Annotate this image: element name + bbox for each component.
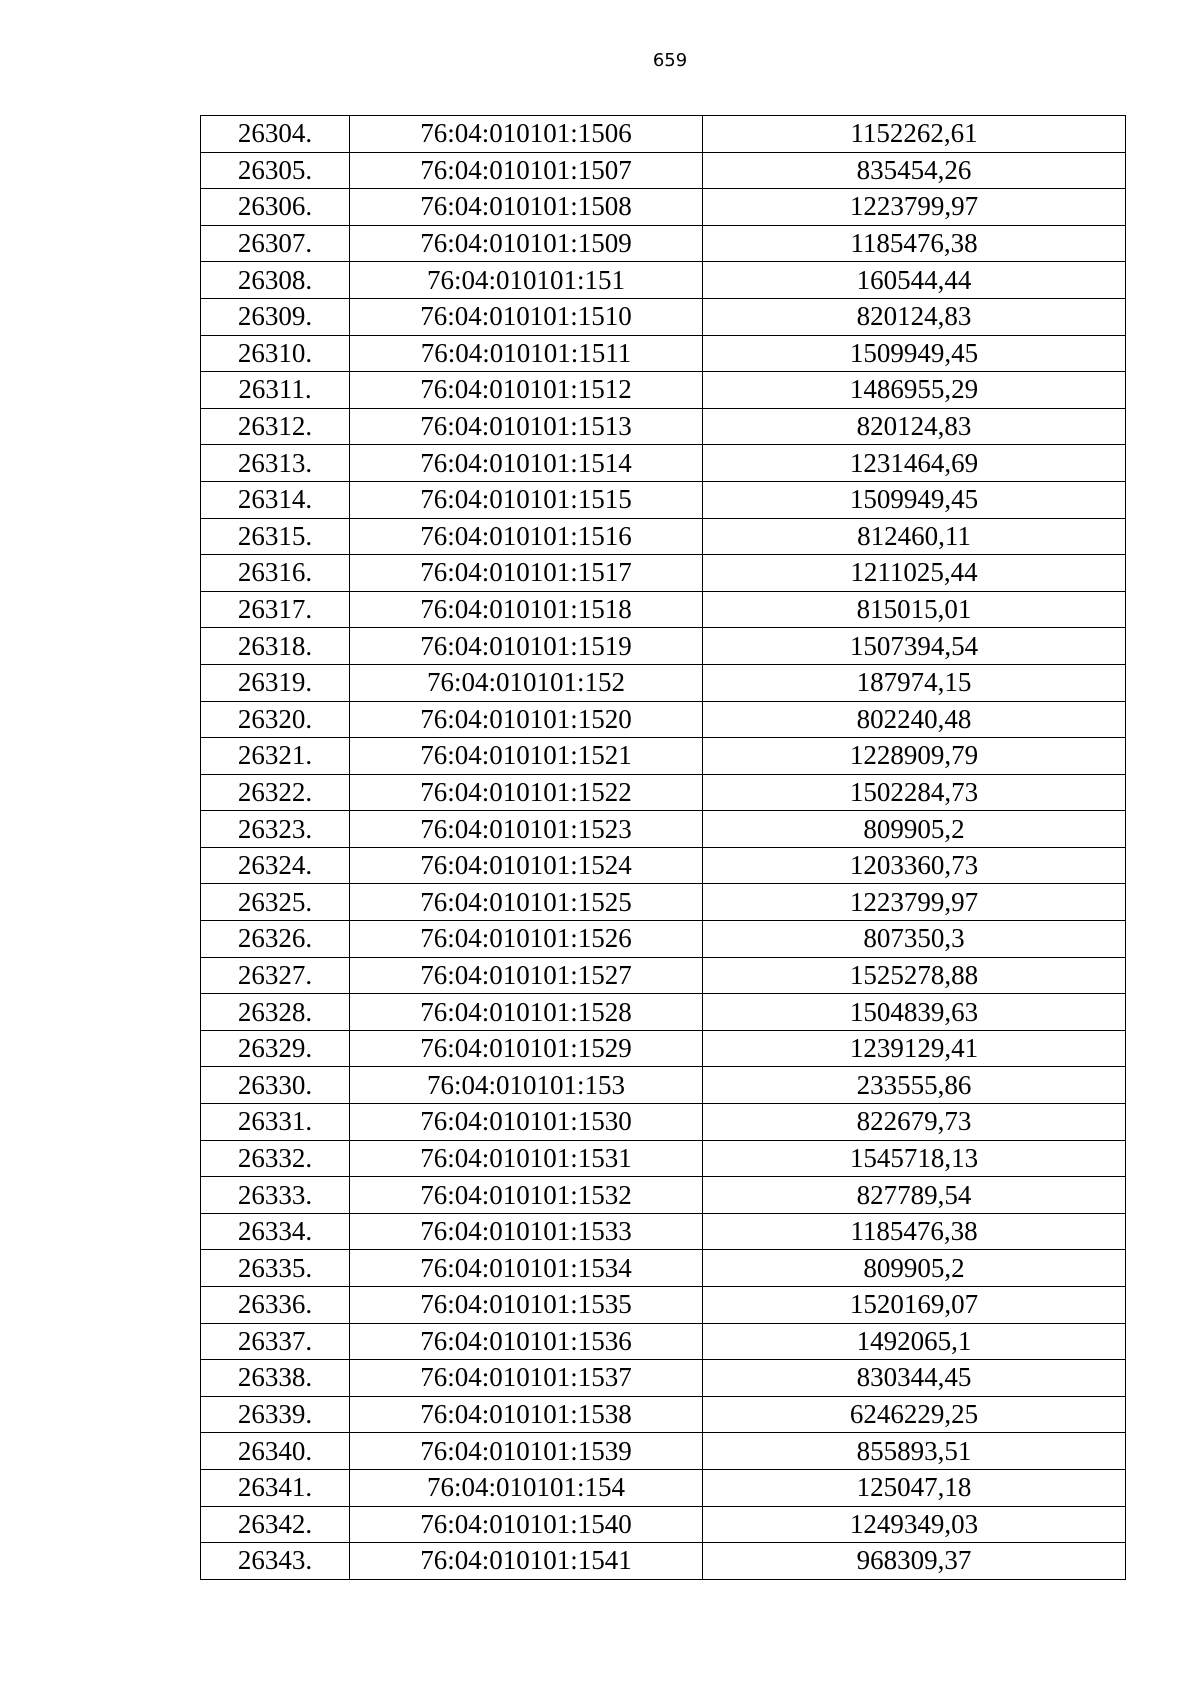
table-row: [201, 1030, 1126, 1067]
table-row: [201, 1469, 1126, 1506]
cadastral-number-cell: 76:04:010101:1512: [350, 372, 703, 409]
row-number-cell: 26310.: [201, 335, 350, 372]
row-number-cell: 26311.: [201, 372, 350, 409]
row-number-cell: 26334.: [201, 1213, 350, 1250]
table-row: [201, 1433, 1126, 1470]
cadastral-number-cell: 76:04:010101:1523: [350, 811, 703, 848]
cadastral-number-cell: 76:04:010101:1513: [350, 408, 703, 445]
value-cell: 1152262,61: [703, 116, 1126, 153]
cadastral-number-cell: 76:04:010101:151: [350, 262, 703, 299]
row-number-cell: 26315.: [201, 518, 350, 555]
row-number-cell: 26307.: [201, 225, 350, 262]
value-cell: 820124,83: [703, 298, 1126, 335]
table-row: [201, 298, 1126, 335]
value-cell: 1509949,45: [703, 481, 1126, 518]
value-cell: 1223799,97: [703, 189, 1126, 226]
row-number-cell: 26321.: [201, 738, 350, 775]
value-cell: 809905,2: [703, 1250, 1126, 1287]
table-row: [201, 481, 1126, 518]
value-cell: 6246229,25: [703, 1396, 1126, 1433]
cadastral-number-cell: 76:04:010101:1536: [350, 1323, 703, 1360]
value-cell: 830344,45: [703, 1360, 1126, 1397]
table-row: [201, 262, 1126, 299]
value-cell: 802240,48: [703, 701, 1126, 738]
cadastral-number-cell: 76:04:010101:1509: [350, 225, 703, 262]
cadastral-number-cell: 76:04:010101:1541: [350, 1543, 703, 1580]
row-number-cell: 26323.: [201, 811, 350, 848]
value-cell: 807350,3: [703, 921, 1126, 958]
row-number-cell: 26309.: [201, 298, 350, 335]
cadastral-number-cell: 76:04:010101:1527: [350, 957, 703, 994]
table-row: [201, 847, 1126, 884]
row-number-cell: 26325.: [201, 884, 350, 921]
cadastral-number-cell: 76:04:010101:1511: [350, 335, 703, 372]
cadastral-number-cell: 76:04:010101:1506: [350, 116, 703, 153]
table-row: [201, 116, 1126, 153]
table-row: [201, 372, 1126, 409]
value-cell: 1509949,45: [703, 335, 1126, 372]
cadastral-number-cell: 76:04:010101:1530: [350, 1104, 703, 1141]
cadastral-number-cell: 76:04:010101:1540: [350, 1506, 703, 1543]
table-row: [201, 445, 1126, 482]
value-cell: 809905,2: [703, 811, 1126, 848]
value-cell: 125047,18: [703, 1469, 1126, 1506]
value-cell: 1507394,54: [703, 628, 1126, 665]
table-row: [201, 518, 1126, 555]
row-number-cell: 26316.: [201, 555, 350, 592]
table-row: [201, 1543, 1126, 1580]
row-number-cell: 26335.: [201, 1250, 350, 1287]
value-cell: 1231464,69: [703, 445, 1126, 482]
value-cell: 1211025,44: [703, 555, 1126, 592]
cadastral-number-cell: 76:04:010101:1519: [350, 628, 703, 665]
row-number-cell: 26333.: [201, 1177, 350, 1214]
cadastral-number-cell: 76:04:010101:1518: [350, 591, 703, 628]
cadastral-number-cell: 76:04:010101:1522: [350, 774, 703, 811]
table-row: [201, 811, 1126, 848]
cadastral-number-cell: 76:04:010101:1515: [350, 481, 703, 518]
value-cell: 822679,73: [703, 1104, 1126, 1141]
cadastral-number-cell: 76:04:010101:1531: [350, 1140, 703, 1177]
cadastral-number-cell: 76:04:010101:152: [350, 664, 703, 701]
table-row: [201, 701, 1126, 738]
value-cell: 968309,37: [703, 1543, 1126, 1580]
row-number-cell: 26329.: [201, 1030, 350, 1067]
cadastral-number-cell: 76:04:010101:1520: [350, 701, 703, 738]
value-cell: 812460,11: [703, 518, 1126, 555]
value-cell: 820124,83: [703, 408, 1126, 445]
row-number-cell: 26312.: [201, 408, 350, 445]
cadastral-number-cell: 76:04:010101:1521: [350, 738, 703, 775]
table-row: [201, 189, 1126, 226]
cadastral-number-cell: 76:04:010101:1524: [350, 847, 703, 884]
cadastral-number-cell: 76:04:010101:1508: [350, 189, 703, 226]
row-number-cell: 26342.: [201, 1506, 350, 1543]
cadastral-number-cell: 76:04:010101:1533: [350, 1213, 703, 1250]
cadastral-number-cell: 76:04:010101:1538: [350, 1396, 703, 1433]
row-number-cell: 26338.: [201, 1360, 350, 1397]
row-number-cell: 26331.: [201, 1104, 350, 1141]
value-cell: 827789,54: [703, 1177, 1126, 1214]
row-number-cell: 26336.: [201, 1287, 350, 1324]
value-cell: 1492065,1: [703, 1323, 1126, 1360]
value-cell: 1185476,38: [703, 1213, 1126, 1250]
row-number-cell: 26319.: [201, 664, 350, 701]
value-cell: 1203360,73: [703, 847, 1126, 884]
table-row: [201, 335, 1126, 372]
value-cell: 160544,44: [703, 262, 1126, 299]
table-row: [201, 738, 1126, 775]
table-row: [201, 1396, 1126, 1433]
cadastral-number-cell: 76:04:010101:1510: [350, 298, 703, 335]
value-cell: 815015,01: [703, 591, 1126, 628]
table-row: [201, 664, 1126, 701]
table-row: [201, 1213, 1126, 1250]
table-row: [201, 1104, 1126, 1141]
value-cell: 1185476,38: [703, 225, 1126, 262]
row-number-cell: 26326.: [201, 921, 350, 958]
page-number: 659: [652, 50, 688, 71]
cadastral-number-cell: 76:04:010101:1539: [350, 1433, 703, 1470]
cadastral-number-cell: 76:04:010101:1534: [350, 1250, 703, 1287]
row-number-cell: 26306.: [201, 189, 350, 226]
row-number-cell: 26308.: [201, 262, 350, 299]
table-row: [201, 1067, 1126, 1104]
row-number-cell: 26313.: [201, 445, 350, 482]
row-number-cell: 26330.: [201, 1067, 350, 1104]
value-cell: 1486955,29: [703, 372, 1126, 409]
table-row: [201, 994, 1126, 1031]
table-row: [201, 921, 1126, 958]
cadastral-number-cell: 76:04:010101:153: [350, 1067, 703, 1104]
cadastral-number-cell: 76:04:010101:154: [350, 1469, 703, 1506]
table-row: [201, 408, 1126, 445]
cadastral-number-cell: 76:04:010101:1532: [350, 1177, 703, 1214]
value-cell: 835454,26: [703, 152, 1126, 189]
cadastral-number-cell: 76:04:010101:1514: [350, 445, 703, 482]
table-row: [201, 628, 1126, 665]
table-row: [201, 152, 1126, 189]
row-number-cell: 26318.: [201, 628, 350, 665]
row-number-cell: 26332.: [201, 1140, 350, 1177]
value-cell: 1239129,41: [703, 1030, 1126, 1067]
cadastral-number-cell: 76:04:010101:1517: [350, 555, 703, 592]
value-cell: 1249349,03: [703, 1506, 1126, 1543]
value-cell: 855893,51: [703, 1433, 1126, 1470]
value-cell: 187974,15: [703, 664, 1126, 701]
table-body: [201, 116, 1126, 1580]
value-cell: 1520169,07: [703, 1287, 1126, 1324]
row-number-cell: 26304.: [201, 116, 350, 153]
value-cell: 1223799,97: [703, 884, 1126, 921]
table-row: [201, 1177, 1126, 1214]
row-number-cell: 26320.: [201, 701, 350, 738]
row-number-cell: 26322.: [201, 774, 350, 811]
table-row: [201, 1360, 1126, 1397]
table-row: [201, 1140, 1126, 1177]
table-row: [201, 1323, 1126, 1360]
value-cell: 233555,86: [703, 1067, 1126, 1104]
table-row: [201, 1506, 1126, 1543]
table-row: [201, 884, 1126, 921]
table-row: [201, 555, 1126, 592]
table-row: [201, 591, 1126, 628]
table-row: [201, 1250, 1126, 1287]
row-number-cell: 26341.: [201, 1469, 350, 1506]
row-number-cell: 26343.: [201, 1543, 350, 1580]
table-row: [201, 774, 1126, 811]
row-number-cell: 26327.: [201, 957, 350, 994]
row-number-cell: 26314.: [201, 481, 350, 518]
value-cell: 1502284,73: [703, 774, 1126, 811]
cadastral-number-cell: 76:04:010101:1516: [350, 518, 703, 555]
row-number-cell: 26339.: [201, 1396, 350, 1433]
row-number-cell: 26340.: [201, 1433, 350, 1470]
value-cell: 1228909,79: [703, 738, 1126, 775]
row-number-cell: 26324.: [201, 847, 350, 884]
cadastral-number-cell: 76:04:010101:1529: [350, 1030, 703, 1067]
value-cell: 1545718,13: [703, 1140, 1126, 1177]
cadastral-number-cell: 76:04:010101:1528: [350, 994, 703, 1031]
cadastral-number-cell: 76:04:010101:1526: [350, 921, 703, 958]
table-row: [201, 1287, 1126, 1324]
cadastral-number-cell: 76:04:010101:1535: [350, 1287, 703, 1324]
cadastral-number-cell: 76:04:010101:1507: [350, 152, 703, 189]
row-number-cell: 26337.: [201, 1323, 350, 1360]
table-row: [201, 957, 1126, 994]
value-cell: 1525278,88: [703, 957, 1126, 994]
row-number-cell: 26305.: [201, 152, 350, 189]
table-row: [201, 225, 1126, 262]
cadastral-value-table: [200, 115, 1126, 1580]
cadastral-number-cell: 76:04:010101:1525: [350, 884, 703, 921]
cadastral-number-cell: 76:04:010101:1537: [350, 1360, 703, 1397]
row-number-cell: 26328.: [201, 994, 350, 1031]
row-number-cell: 26317.: [201, 591, 350, 628]
value-cell: 1504839,63: [703, 994, 1126, 1031]
